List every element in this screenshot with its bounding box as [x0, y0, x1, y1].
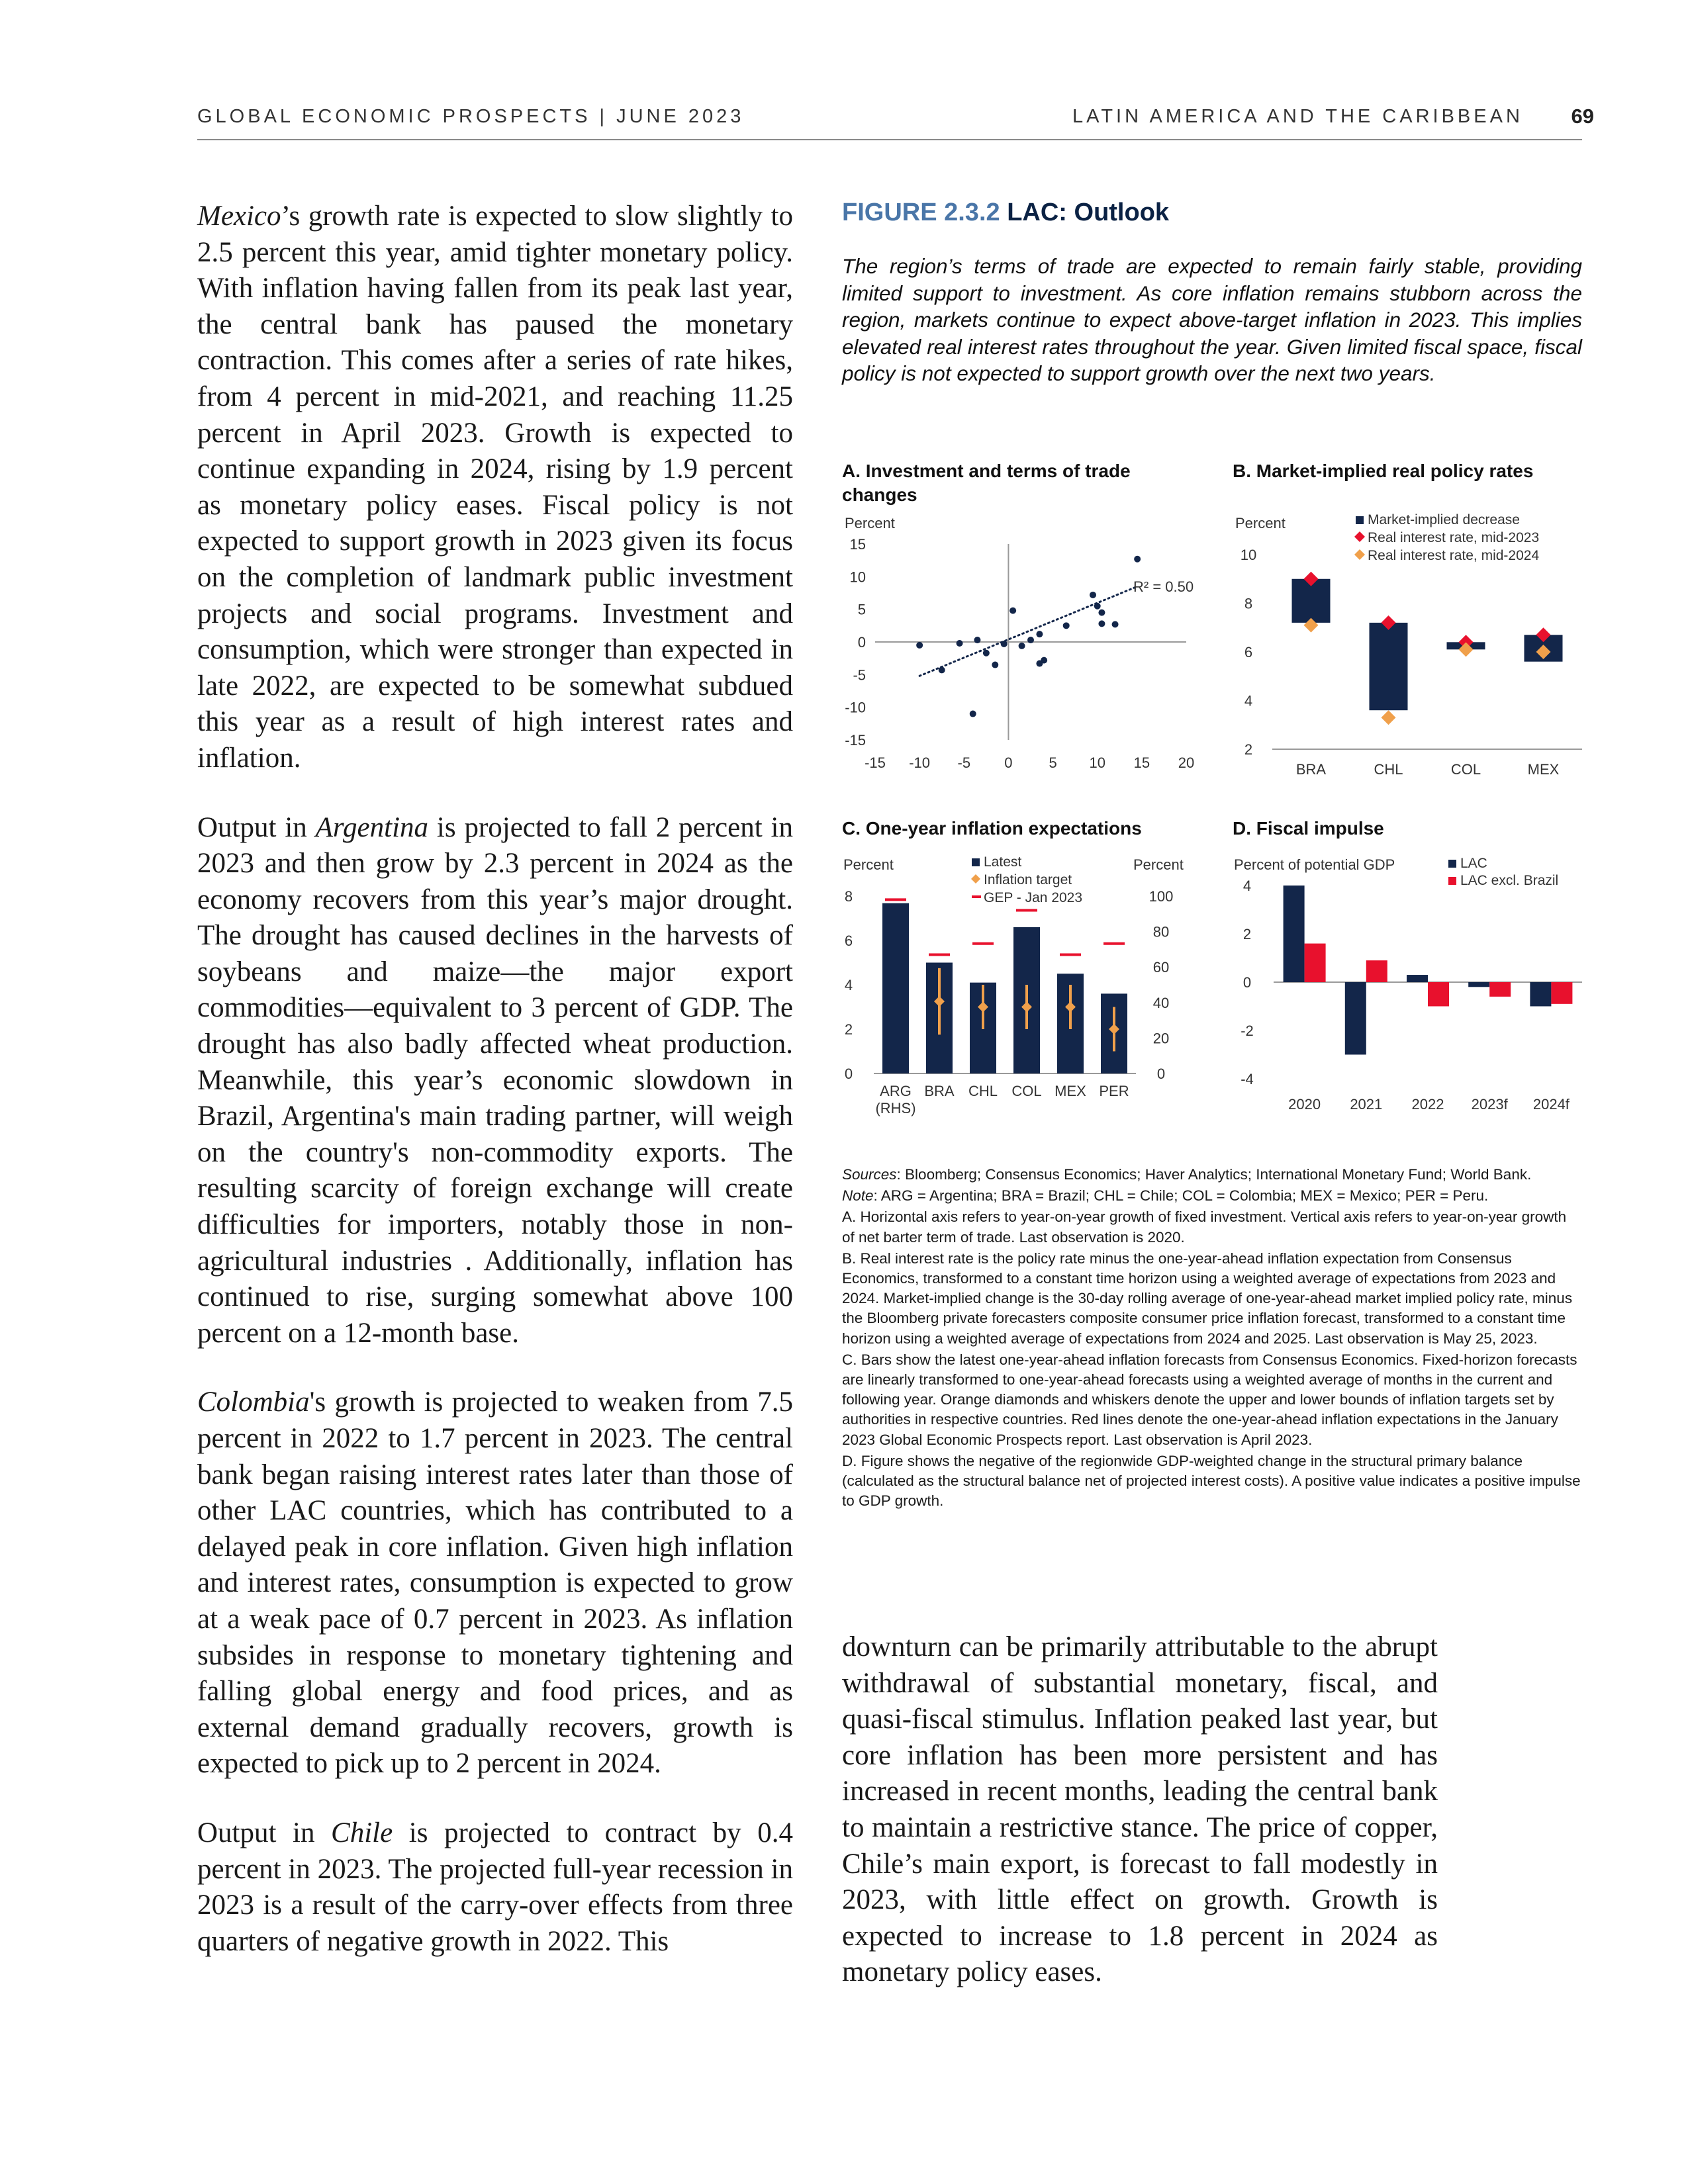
panel-d-legend-label: LAC excl. Brazil [1460, 873, 1559, 888]
panel-a-point [1098, 620, 1105, 627]
paragraph-colombia [197, 1385, 793, 1782]
figure-title-text: LAC: Outlook [1007, 199, 1170, 226]
note-d: D. Figure shows the negative of the regionwide GDP-weighted change in the structural primary balance (calculated as the structural balance net of projected interest costs). A positive value indicates a positive impulse to GDP growth. [842, 1452, 1581, 1510]
paragraph-lead: Output in [197, 1817, 332, 1848]
panel-b-legend-diamond [1354, 549, 1365, 560]
paragraph-text: 's growth is projected to weaken from 7.5 percent in 2022 to 1.7 percent in 2023. The central bank began raising interest rates later than those of other LAC countries, which has contributed to a delayed peak in core inflation. Given high inflation and interest rates, consumption is expected to grow at a weak pace of 0.7 percent in 2023. As inflation subsides in response to monetary tightening and falling global energy and food prices, and as external demand gradually recovers, growth is expected to pick up to 2 percent in 2024. [197, 1387, 793, 1780]
panel-d-ytick: 0 [1243, 974, 1252, 991]
note-text: : ARG = Argentina; BRA = Brazil; CHL = Chile; COL = Colombia; MEX = Mexico; PER = Peru. [873, 1187, 1489, 1205]
panel-a-point [957, 640, 963, 647]
panel-a-xtick: 10 [1089, 754, 1105, 771]
country-mexico: Mexico [197, 201, 281, 232]
paragraph-chile [197, 1815, 793, 1960]
panel-c-y2label: Percent [1133, 856, 1184, 873]
panel-a-point [1001, 641, 1008, 647]
running-header-left: GLOBAL ECONOMIC PROSPECTS | JUNE 2023 [197, 106, 745, 127]
panel-c-y2tick: 20 [1152, 1030, 1170, 1047]
page-number: 69 [1571, 105, 1594, 128]
panel-b-legend-label: Real interest rate, mid-2023 [1368, 530, 1540, 545]
sources-text: : Bloomberg; Consensus Economics; Haver Analytics; International Monetary Fund; World Bank. [896, 1166, 1532, 1183]
note-a: A. Horizontal axis refers to year-on-year growth of fixed investment. Vertical axis refers to year-on-year growth of net barter term of trade. Last observation is 2020. [842, 1208, 1567, 1246]
panel-c-xtick: MEX [1055, 1083, 1086, 1099]
panel-c-legend-label: GEP - Jan 2023 [984, 890, 1083, 905]
panel-d-xtick: 2022 [1411, 1096, 1444, 1113]
panel-a-ytick: -5 [853, 666, 866, 684]
country-argentina: Argentina [315, 811, 429, 843]
panel-a-point [916, 642, 923, 649]
panel-a-point [970, 711, 976, 717]
note-c: C. Bars show the latest one-year-ahead inflation forecasts from Consensus Economics. Fixed-horizon forecasts are linearly transformed to one-year-ahead forecasts using a weighted average of months in the current and following year. Orange diamonds and whiskers denote the upper and lower bounds of inflation targets set by authorities in respective countries. Red lines denote the one-year-ahead inflation expectations in the January 2023 Global Economic Prospects report. Last observation is April 2023. [842, 1351, 1577, 1448]
panel-c-xtick: CHL [968, 1083, 998, 1099]
paragraph-text: is projected to contract by 0.4 percent in 2023. The projected full-year recession in 2023 is a result of the carry-over effects from three quarters of negative growth in 2022. This [197, 1817, 793, 1957]
running-header-right: LATIN AMERICA AND THE CARIBBEAN [1072, 106, 1523, 127]
panel-b-ylabel: Percent [1235, 515, 1286, 531]
panel-c-ylabel: Percent [843, 856, 894, 873]
panel-b-xtick: BRA [1295, 761, 1327, 778]
paragraph-argentina [197, 810, 793, 1352]
panel-b-legend-label: Real interest rate, mid-2024 [1368, 548, 1540, 563]
panel-a-r2-label: R² = 0.50 [1133, 578, 1194, 595]
panel-b-ytick: 10 [1240, 547, 1257, 563]
paragraph-chile-continued: downturn can be primarily attributable to the abrupt withdrawal of substantial monetary, fiscal, and quasi-fiscal stimulus. Inflation peaked last year, but core inflation has been more persistent and has increased in recent months, leading the central bank to maintain a restrictive stance. The price of copper, Chile’s main export, is forecast to fall modestly in 2023, with little effect on growth. Growth is expected to increase to 1.8 percent in 2024 as monetary policy eases. [842, 1631, 1438, 1988]
panel-d-bar-lac [1530, 982, 1551, 1007]
panel-c-y2tick: 0 [1156, 1066, 1166, 1082]
panel-a-point [974, 637, 980, 643]
panel-d-bar-lac [1345, 982, 1366, 1055]
panel-c-xtick: PER [1099, 1083, 1129, 1099]
figure-notes [842, 1165, 1582, 1512]
panel-d-xtick: 2021 [1350, 1096, 1383, 1113]
panel-d-bar-lac [1407, 975, 1428, 982]
panel-c-legend-label: Latest [984, 854, 1022, 870]
panel-a-ytick: -10 [845, 699, 866, 716]
panel-a-ytick: 0 [857, 634, 866, 651]
panel-d-xtick: 2023f [1471, 1096, 1508, 1113]
panel-c-xtick: COL [1011, 1083, 1042, 1099]
panel-b-ytick: 2 [1244, 741, 1253, 758]
abbrev-note [842, 1186, 1582, 1206]
header-rule [197, 139, 1582, 140]
panel-c-ytick: 2 [844, 1021, 853, 1038]
panel-c-xtick: BRA [924, 1083, 955, 1099]
panel-c-rhs-note: (RHS) [875, 1100, 916, 1116]
panel-c-legend-diamond [971, 874, 980, 884]
panel-a-point [1112, 621, 1119, 627]
panel-c-chart [842, 854, 1213, 1132]
panel-d-ytick: 2 [1243, 926, 1252, 942]
figure-number: FIGURE 2.3.2 [842, 199, 1000, 226]
sources-label: Sources [842, 1166, 897, 1183]
panel-a-point [983, 650, 990, 657]
panel-b-bar [1370, 623, 1408, 710]
paragraph-text: ’s growth rate is expected to slow slightly to 2.5 percent this year, amid tighter monetary policy. With inflation having fallen from its peak last year, the central bank has paused the monetary contraction. This comes after a series of rate hikes, from 4 percent in mid-2021, and reaching 11.25 percent in April 2023. Growth is expected to continue expanding in 2024, rising by 1.9 percent as monetary policy eases. Fiscal policy is not expected to support growth in 2023 given its focus on the completion of landmark public investment projects and social programs. Investment and consumption, which were stronger than expected in late 2022, are expected to be somewhat subdued this year as a result of high interest rates and inflation. [197, 201, 793, 774]
panel-a-chart [842, 510, 1213, 781]
panel-b-ytick: 6 [1244, 644, 1253, 660]
panel-a-title: A. Investment and terms of trade changes [842, 461, 1131, 505]
panel-a-xtick: -15 [865, 754, 886, 771]
panel-a-point [1009, 608, 1016, 614]
panel-d-xtick: 2020 [1288, 1096, 1321, 1113]
panel-d-title: D. Fiscal impulse [1233, 818, 1384, 839]
country-chile: Chile [331, 1817, 393, 1848]
panel-d-legend-swatch [1448, 860, 1456, 868]
panel-a-point [1041, 657, 1047, 664]
panel-b-ytick: 4 [1244, 692, 1253, 709]
panel-b-xtick: CHL [1374, 761, 1403, 778]
panel-a-point [1090, 592, 1096, 598]
panel-a-ytick: 5 [857, 601, 866, 618]
panel-a-xtick: -5 [957, 754, 971, 771]
panel-a-ylabel: Percent [845, 515, 895, 531]
panel-c-ytick: 8 [844, 888, 853, 905]
figure-title [842, 199, 1169, 227]
panel-b-mid2024-diamond [1382, 710, 1396, 725]
panel-c-xtick: ARG [880, 1083, 912, 1099]
panel-a-ytick: -15 [845, 732, 866, 749]
panel-a-point [1134, 556, 1141, 563]
panel-d-bar-lac-excl-brazil [1305, 944, 1326, 982]
panel-d-bar-lac-excl-brazil [1366, 960, 1387, 982]
panel-c-legend-swatch [972, 858, 980, 866]
panel-a-point [1094, 603, 1101, 610]
panel-b-xtick: MEX [1527, 761, 1560, 778]
country-colombia: Colombia [197, 1387, 310, 1418]
panel-a-trendline [919, 586, 1137, 676]
panel-c-ytick: 6 [844, 933, 853, 949]
panel-a-point [992, 662, 998, 668]
sources-note [842, 1165, 1582, 1185]
paragraph-lead: Output in [197, 811, 316, 843]
panel-d-ytick: 4 [1243, 878, 1252, 894]
panel-a-point [1063, 622, 1070, 629]
panel-b-legend-swatch [1356, 516, 1364, 524]
panel-c-bar [882, 903, 909, 1073]
panel-a-xtick: -10 [909, 754, 931, 771]
panel-c-y2tick: 100 [1149, 888, 1174, 905]
note-b: B. Real interest rate is the policy rate minus the one-year-ahead inflation expectation from Consensus Economics, transformed to a constant time horizon using a weighted average of expectations from 2023 and 2024. Market-implied change is the 30-day rolling average of one-year-ahead market implied policy rate, minus the Bloomberg private forecasters composite consumer price inflation forecast, transformed to a constant time horizon using a weighted average of expectations from 2024 and 2025. Last observation is May 25, 2023. [842, 1250, 1573, 1347]
panel-a-ytick: 15 [849, 536, 866, 553]
panel-a-xtick: 5 [1049, 754, 1057, 771]
panel-d-ylabel: Percent of potential GDP [1234, 856, 1395, 873]
figure-description: The region’s terms of trade are expected to remain fairly stable, providing limited support to investment. As core inflation remains stubborn across the region, markets continue to expect above-target inflation in 2023. This implies elevated real interest rates throughout the year. Given limited fiscal space, fiscal policy is not expected to support growth over the next two years. [842, 254, 1582, 385]
panel-d-bar-lac [1468, 982, 1489, 987]
panel-a-point [1036, 631, 1043, 637]
panel-d-bar-lac [1284, 886, 1305, 982]
panel-d-ytick: -2 [1241, 1023, 1254, 1039]
panel-d-bar-lac-excl-brazil [1551, 982, 1572, 1004]
panel-d-ytick: -4 [1241, 1071, 1254, 1087]
panel-d-xtick: 2024f [1532, 1096, 1570, 1113]
paragraph-text: is projected to fall 2 percent in 2023 and then grow by 2.3 percent in 2024 as the economy recovers from this year’s major drought. The drought has caused declines in the harvests of soybeans and maize—the major export commodities—equivalent to 3 percent of GDP. The drought has also badly affected wheat production. Meanwhile, this year’s economic slowdown in Brazil, Argentina's main trading partner, will weigh on the country's non-commodity exports. The resulting scarcity of foreign exchange will create difficulties for importers, notably those in non-agricultural industries . Additionally, inflation has continued to rise, surging somewhat above 100 percent on a 12-month base. [197, 811, 793, 1349]
panel-a-point [1098, 610, 1105, 616]
panel-c-y2tick: 60 [1152, 959, 1170, 976]
panel-a-point [939, 666, 945, 673]
panel-b-xtick: COL [1450, 761, 1481, 778]
panel-c-legend-label: Inflation target [984, 872, 1072, 887]
panel-b-legend-diamond [1354, 531, 1365, 542]
panel-c-y2tick: 80 [1152, 923, 1170, 940]
panel-d-legend-swatch [1448, 877, 1456, 885]
panel-c-title: C. One-year inflation expectations [842, 818, 1142, 839]
right-column-text [842, 1629, 1438, 2024]
panel-a-xtick: 20 [1178, 754, 1195, 771]
note-label: Note [842, 1187, 874, 1205]
panel-c-ytick: 0 [844, 1066, 853, 1082]
panel-a-xtick: 15 [1133, 754, 1150, 771]
paragraph-mexico [197, 199, 793, 777]
panel-b-ytick: 8 [1244, 595, 1253, 612]
panel-d-chart [1233, 854, 1583, 1132]
panel-b-chart [1233, 510, 1583, 781]
panel-d-legend-label: LAC [1460, 856, 1487, 871]
panel-c-ytick: 4 [844, 977, 853, 993]
panel-c-y2tick: 40 [1152, 994, 1170, 1011]
panel-b-title: B. Market-implied real policy rates [1233, 461, 1534, 481]
panel-a-point [1027, 637, 1034, 643]
panel-a-point [1019, 643, 1025, 649]
panel-d-bar-lac-excl-brazil [1489, 982, 1511, 997]
panel-a-xtick: 0 [1004, 754, 1013, 771]
left-column [197, 199, 793, 1993]
panel-b-legend-label: Market-implied decrease [1368, 512, 1520, 527]
panel-a-ytick: 10 [849, 569, 866, 586]
panel-d-bar-lac-excl-brazil [1428, 982, 1449, 1007]
